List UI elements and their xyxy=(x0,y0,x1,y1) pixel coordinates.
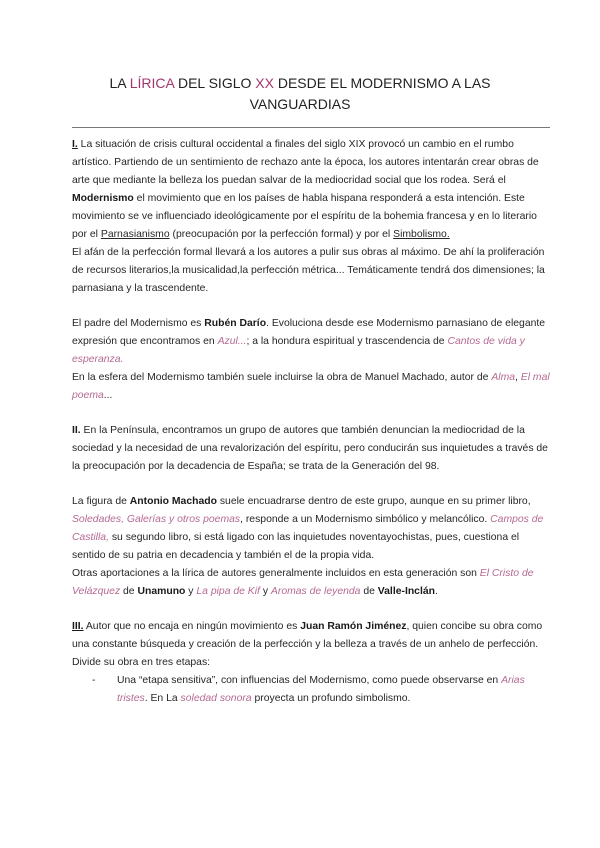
other-authors-paragraph: Otras aportaciones a la lírica de autores generalmente incluidos en esta generación son El Cristo de Velázquez de Unamuno y La pipa de Kif y Aromas de leyenda de Valle-Inclán. xyxy=(72,568,534,597)
section-number: II. xyxy=(72,425,81,436)
work-title: Cantos de vida y esperanza. xyxy=(72,336,525,365)
list-item: - Una “etapa sensitiva”, con influencias del Modernismo, como puede observarse en Arias tristes. En La soledad sonora proyecta un profundo simbolismo. xyxy=(92,672,552,708)
antonio-machado-paragraph: La figura de Antonio Machado suele encuadrarse dentro de este grupo, aunque en su primer libro, Soledades, Galerías y otros poemas, responde a un Modernismo simbólico y melancólico. Campos de Castilla, su segundo libro, si está ligado con las inquietudes noventayochistas, pues, cuestiona el sentido de su patria en decadencia y también el de la propia vida. xyxy=(72,496,544,561)
work-title: Alma xyxy=(491,372,516,383)
section-2-paragraph: II. En la Península, encontramos un grupo de autores que también denuncian la mediocridad de la sociedad y la necesidad de una revalorización del espíritu, pero conducirán sus inquietudes a través de la preocupación por la decadencia de España; se trata de la Generación del 98. xyxy=(72,425,548,472)
work-title: La pipa de Kif xyxy=(196,586,260,597)
work-title: soledad sonora xyxy=(180,693,252,704)
section-3-paragraph: III. Autor que no encaja en ningún movimiento es Juan Ramón Jiménez, quien concibe su obra como una constante búsqueda y creación de la perfección y la belleza a través de un anhelo de perfección. Divide su obra en tres etapas: xyxy=(72,621,543,668)
title-accent-xx: XX xyxy=(255,75,274,91)
work-title: Soledades, Galerías y otros poemas xyxy=(72,514,241,525)
work-title: Arias tristes xyxy=(117,675,525,704)
section-1-paragraph-2: El afán de la perfección formal llevará a los autores a pulir sus obras al máximo. De ahí la proliferación de recursos literarios,la musicalidad,la perfección métrica... Temáticamente tendrá dos dimensiones; la parnasiana y la trascendente. xyxy=(72,247,545,294)
work-title: Azul... xyxy=(217,336,247,347)
document-title: LA LÍRICA DEL SIGLO XX DESDE EL MODERNISMO A LAS VANGUARDIAS xyxy=(109,75,491,112)
dario-paragraph: El padre del Modernismo es Rubén Darío. Evoluciona desde ese Modernismo parnasiano de elegante expresión que encontramos en Azul...; a la hondura espiritual y trascendencia de Cantos de vida y esperanza. xyxy=(72,318,546,365)
section-1-paragraph: I. La situación de crisis cultural occidental a finales del siglo XIX provocó un cambio en el rumbo artístico. Partiendo de un sentimiento de rechazo ante la época, los autores intentarán crear obras de arte que mediante la belleza los puedan salvar de la mediocridad social que los rodea. Será el Modernismo el movimiento que en los países de habla hispana responderá a esta intención. Este movimiento se ve influenciado ideológicamente por el espíritu de la bohemia francesa y en lo literario por el Parnasianismo (preocupación por la perfección formal) y por el Simbolismo. xyxy=(72,139,539,240)
title-divider xyxy=(72,127,550,128)
section-number: I. xyxy=(72,139,78,150)
manuel-machado-paragraph: En la esfera del Modernismo también suele incluirse la obra de Manuel Machado, autor de Alma, El mal poema... xyxy=(72,372,550,401)
work-title: El Cristo de Velázquez xyxy=(72,568,534,597)
list-dash: - xyxy=(92,675,96,686)
title-accent-lirica: LÍRICA xyxy=(129,75,175,91)
section-number: III. xyxy=(72,621,84,632)
document-body xyxy=(72,136,552,708)
work-title: El mal poema xyxy=(72,372,550,401)
work-title: Campos de Castilla, xyxy=(72,514,544,543)
work-title: Aromas de leyenda xyxy=(270,586,361,597)
